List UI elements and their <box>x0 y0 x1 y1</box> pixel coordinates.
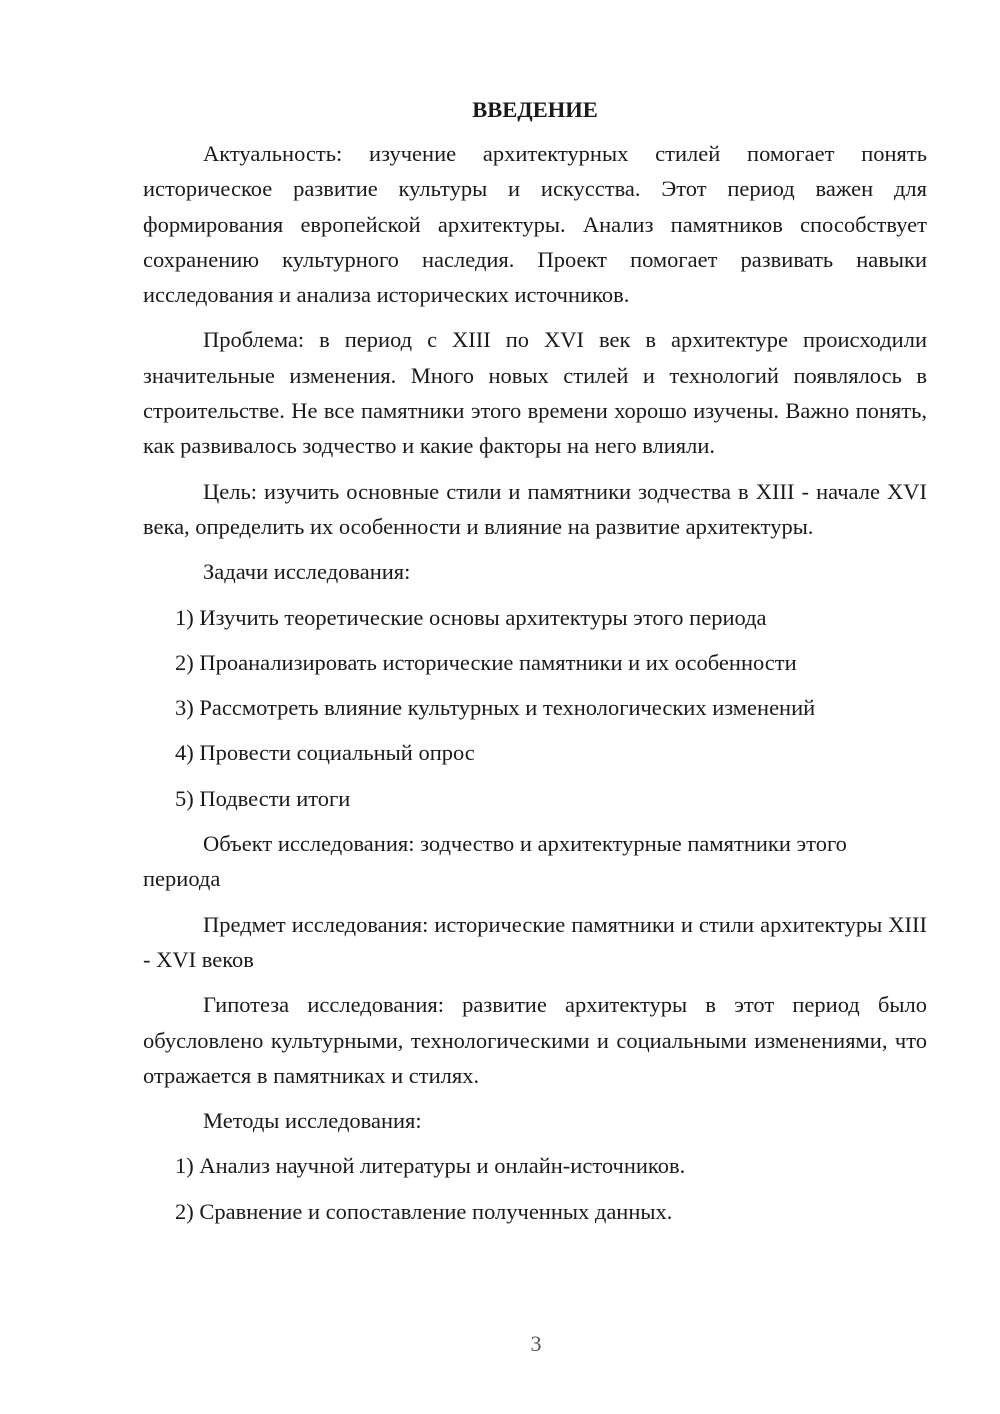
task-item: 4) Провести социальный опрос <box>175 740 475 766</box>
object-paragraph: Объект исследования: зодчество и архитектурные памятники этого периода <box>143 831 847 892</box>
method-item: 2) Сравнение и сопоставление полученных данных. <box>175 1198 673 1224</box>
page-body <box>143 92 927 1239</box>
methods-title: Методы исследования: <box>203 1108 422 1134</box>
goal-paragraph: Цель: изучить основные стили и памятники зодчества в XIII - начале XVI века, определить их особенности и влияние на развитие архитектуры. <box>143 478 927 539</box>
methods-list <box>143 1148 927 1229</box>
task-item: 2) Проанализировать исторические памятники и их особенности <box>175 649 797 675</box>
relevance-paragraph: Актуальность: изучение архитектурных стилей помогает понять историческое развитие культуры и искусства. Этот период важен для формирования европейской архитектуры. Анализ памятников способствует сохранению культурного наследия. Проект помогает развивать навыки исследования и анализа исторических источников. <box>143 141 927 308</box>
task-item: 5) Подвести итоги <box>175 785 351 811</box>
page-number: 3 <box>530 1331 542 1356</box>
hypothesis-paragraph: Гипотеза исследования: развитие архитектуры в этот период было обусловлено культурными, технологическими и социальными изменениями, что отражается в памятниках и стилях. <box>143 992 927 1088</box>
subject-paragraph: Предмет исследования: исторические памятники и стили архитектуры XIII - XVI веков <box>143 911 927 972</box>
page-heading: ВВЕДЕНИЕ <box>472 97 598 122</box>
problem-paragraph: Проблема: в период с XIII по XVI век в архитектуре происходили значительные изменения. Много новых стилей и технологий появлялось в строительстве. Не все памятники этого времени хорошо изучены. Важно понять, как развивалось зодчество и какие факторы на него влияли. <box>143 327 927 459</box>
tasks-list <box>143 600 927 816</box>
method-item: 1) Анализ научной литературы и онлайн-источников. <box>175 1153 686 1179</box>
tasks-title: Задачи исследования: <box>203 559 411 585</box>
task-item: 1) Изучить теоретические основы архитектуры этого периода <box>175 604 767 630</box>
task-item: 3) Рассмотреть влияние культурных и технологических изменений <box>175 695 816 721</box>
